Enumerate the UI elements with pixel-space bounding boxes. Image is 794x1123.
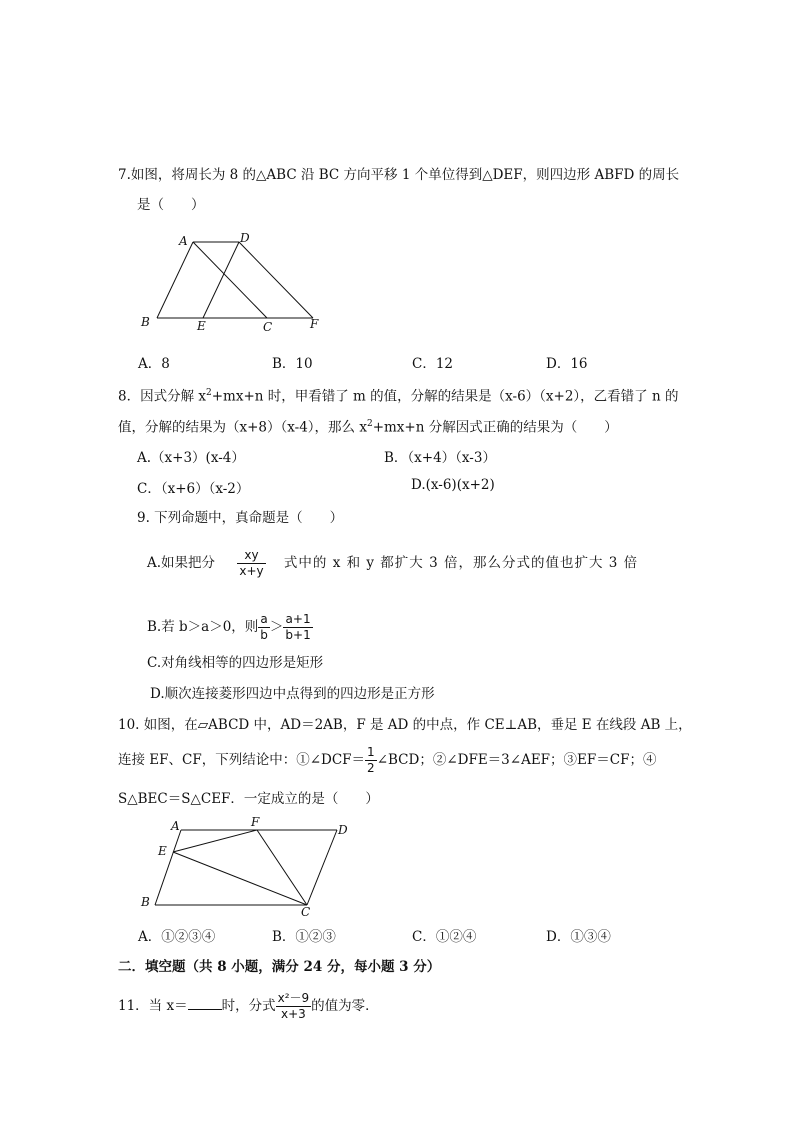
q9-option-d: D.顺次连接菱形四边中点得到的四边形是正方形 bbox=[150, 686, 435, 702]
q7-option-c: C．12 bbox=[412, 356, 454, 372]
q8-line1-b: +mx+n 时，甲看错了 m 的值，分解的结果是（x-6）（x+2），乙看错了 n 的 bbox=[211, 388, 679, 405]
q7-option-d: D．16 bbox=[546, 356, 588, 372]
q8-line1-sup: 2 bbox=[206, 388, 212, 398]
q8-line1-a: 8．因式分解 x bbox=[118, 388, 206, 405]
q11-fraction bbox=[276, 991, 312, 1022]
q7-label-B: B bbox=[141, 315, 150, 329]
q7-label-A: A bbox=[179, 234, 188, 248]
q9-a-post: 式中的 x 和 y 都扩大 3 倍，那么分式的值也扩大 3 倍 bbox=[283, 555, 639, 571]
q7-label-D: D bbox=[240, 231, 250, 245]
q10-line2-a: 连接 EF、CF，下列结论中：①∠DCF＝ bbox=[118, 752, 366, 768]
q10-label-B: B bbox=[141, 895, 150, 909]
q10-stem-line2 bbox=[118, 743, 656, 777]
q9-b-fraction1 bbox=[258, 612, 270, 643]
q10-label-D: D bbox=[338, 823, 348, 837]
q7-stem-line2: 是（ ） bbox=[137, 197, 205, 213]
q8-option-a: A.（x+3）(x-4） bbox=[137, 450, 245, 466]
q10-stem-line1: 10. 如图，在▱ABCD 中，AD＝2AB，F 是 AD 的中点，作 CE⊥AB，垂足 E 在线段 AB 上， bbox=[118, 717, 692, 733]
q10-half-den: 2 bbox=[367, 761, 375, 775]
q8-option-d: D.(x-6)(x+2) bbox=[411, 477, 495, 493]
q9-b-f1-den: b bbox=[260, 628, 268, 642]
q10-stem-line3: S△BEC＝S△CEF．一定成立的是（ ） bbox=[118, 791, 379, 807]
q11-mid: 时，分式 bbox=[221, 998, 276, 1014]
q9-a-num: xy bbox=[237, 548, 265, 564]
q10-label-E: E bbox=[158, 844, 167, 858]
q10-option-d: D．①③④ bbox=[546, 929, 611, 945]
q7-label-F: F bbox=[310, 317, 319, 331]
q9-option-c: C.对角线相等的四边形是矩形 bbox=[147, 655, 324, 671]
q11-post: 的值为零． bbox=[311, 998, 379, 1014]
q8-option-c: C．（x+6）（x-2） bbox=[137, 481, 250, 497]
q10-label-F: F bbox=[251, 815, 260, 829]
q9-stem: 9. 下列命题中，真命题是（ ） bbox=[137, 510, 344, 526]
q9-b-fraction2 bbox=[283, 612, 312, 643]
q9-b-f2-num: a+1 bbox=[283, 612, 312, 628]
q8-line2-b: +mx+n 分解因式正确的结果为（ ） bbox=[372, 419, 618, 436]
q10-half-num: 1 bbox=[367, 745, 375, 759]
q10-option-a: A．①②③④ bbox=[138, 929, 216, 945]
q9-b-pre: B.若 b＞a＞0，则 bbox=[147, 619, 259, 635]
q10-label-C: C bbox=[301, 905, 311, 919]
q11-answer-blank[interactable] bbox=[188, 997, 222, 1010]
q9-option-a bbox=[147, 543, 638, 583]
q9-b-gt: ＞ bbox=[269, 619, 284, 635]
section-2-heading: 二．填空题（共 8 小题，满分 24 分，每小题 3 分） bbox=[118, 959, 441, 975]
q7-option-b: B．10 bbox=[272, 356, 313, 372]
q9-a-den: x+y bbox=[239, 564, 264, 578]
q9-b-f1-num: a bbox=[258, 612, 270, 628]
q8-line2-a: 值，分解的结果为（x+8）（x-4），那么 x bbox=[118, 419, 367, 436]
q8-stem-line2 bbox=[118, 414, 618, 438]
q9-b-f2-den: b+1 bbox=[285, 628, 311, 642]
q11-stem bbox=[118, 988, 379, 1024]
q11-den: x+3 bbox=[280, 1007, 306, 1021]
q8-stem-line1 bbox=[118, 383, 678, 407]
q8-line2-sup: 2 bbox=[366, 419, 373, 429]
q10-label-A: A bbox=[171, 819, 180, 833]
q11-num: x²－9 bbox=[277, 991, 310, 1005]
q7-label-C: C bbox=[263, 320, 273, 334]
q10-option-b: B．①②③ bbox=[272, 929, 336, 945]
q10-line2-b: ∠BCD；②∠DFE＝3∠AEF；③EF＝CF；④ bbox=[376, 752, 657, 768]
q7-stem-line1: 7.如图，将周长为 8 的△ABC 沿 BC 方向平移 1 个单位得到△DEF，则四边形 ABFD 的周长 bbox=[118, 167, 680, 183]
q8-option-b: B．（x+4）（x-3） bbox=[384, 450, 496, 466]
q7-option-a: A．8 bbox=[138, 356, 170, 372]
q9-a-pre: A.如果把分 bbox=[147, 555, 216, 571]
q9-option-b bbox=[147, 610, 313, 644]
q10-half-fraction bbox=[365, 745, 377, 776]
q10-option-c: C．①②④ bbox=[412, 929, 477, 945]
q7-label-E: E bbox=[197, 319, 206, 333]
q9-a-fraction bbox=[237, 548, 265, 579]
q11-pre: 11．当 x＝ bbox=[118, 998, 188, 1014]
q10-figure bbox=[135, 812, 360, 920]
q7-figure bbox=[135, 228, 335, 338]
